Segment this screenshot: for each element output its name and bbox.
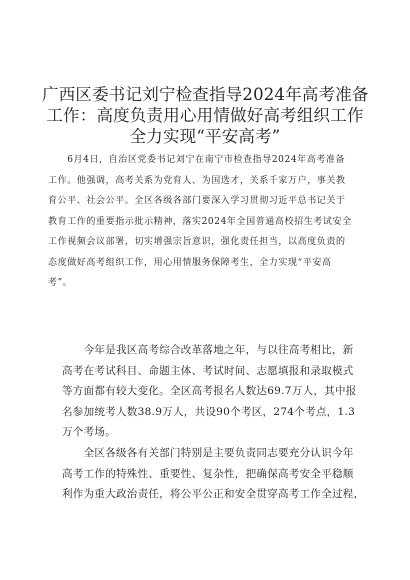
summary-line-5: 工作视频会议部署，切实增强宗旨意识，强化责任担当，以高度负责的 (48, 237, 346, 247)
paragraph1-line-1: 今年是我区高考综合改革落地之年，与以往高考相比，新 (62, 344, 354, 356)
paragraph2-line-1: 全区各级各有关部门特别是主要负责同志要充分认识今年 (62, 447, 354, 459)
title-line-1: 广西区委书记刘宁检查指导2024年高考准备 (42, 85, 369, 104)
summary-paragraph (48, 150, 368, 294)
paragraph2-line-3: 利作为重大政治责任，将公平公正和安全贯穿高考工作全过程， (62, 488, 365, 500)
summary-line-2: 工作。他强调，高考关系为党育人、为国选才，关系千家万户，事关教 (48, 175, 346, 186)
summary-line-6: 态度做好高考组织工作，用心用情服务保障考生，全力实现“平安高 (48, 257, 332, 268)
title-line-3: 全力实现“平安高考” (129, 127, 281, 146)
summary-line-1: 6月4日，自治区党委书记刘宁在南宁市检查指导2024年高考准备 (48, 155, 346, 165)
title-line-2: 工作：高度负责用心用情做好高考组织工作 (46, 106, 364, 125)
summary-line-3: 育公平、社会公平。全区各级各部门要深入学习贯彻习近平总书记关于 (48, 196, 346, 206)
summary-line-4: 教育工作的重要指示批示精神，落实2024年全国普通高校招生考试安全 (48, 216, 352, 227)
paragraph1-line-2: 高考在考试科目、命题主体、考试时间、志愿填报和录取模式 (62, 364, 354, 377)
paragraph1-line-3: 等方面都有较大变化。全区高考报名人数达69.7万人，其中报 (62, 385, 357, 397)
document-title (42, 84, 368, 147)
body-paragraph-1 (62, 340, 372, 443)
body-paragraph-2 (62, 443, 372, 505)
paragraph1-line-4: 名参加统考人数38.9万人，共设90个考区，274个考点，1.3 (62, 405, 356, 418)
paragraph1-line-5: 万个考场。 (62, 426, 116, 438)
paragraph2-line-2: 高考工作的特殊性、重要性、复杂性，把确保高考安全平稳顺 (62, 467, 354, 480)
summary-line-7: 考”。 (48, 278, 73, 288)
